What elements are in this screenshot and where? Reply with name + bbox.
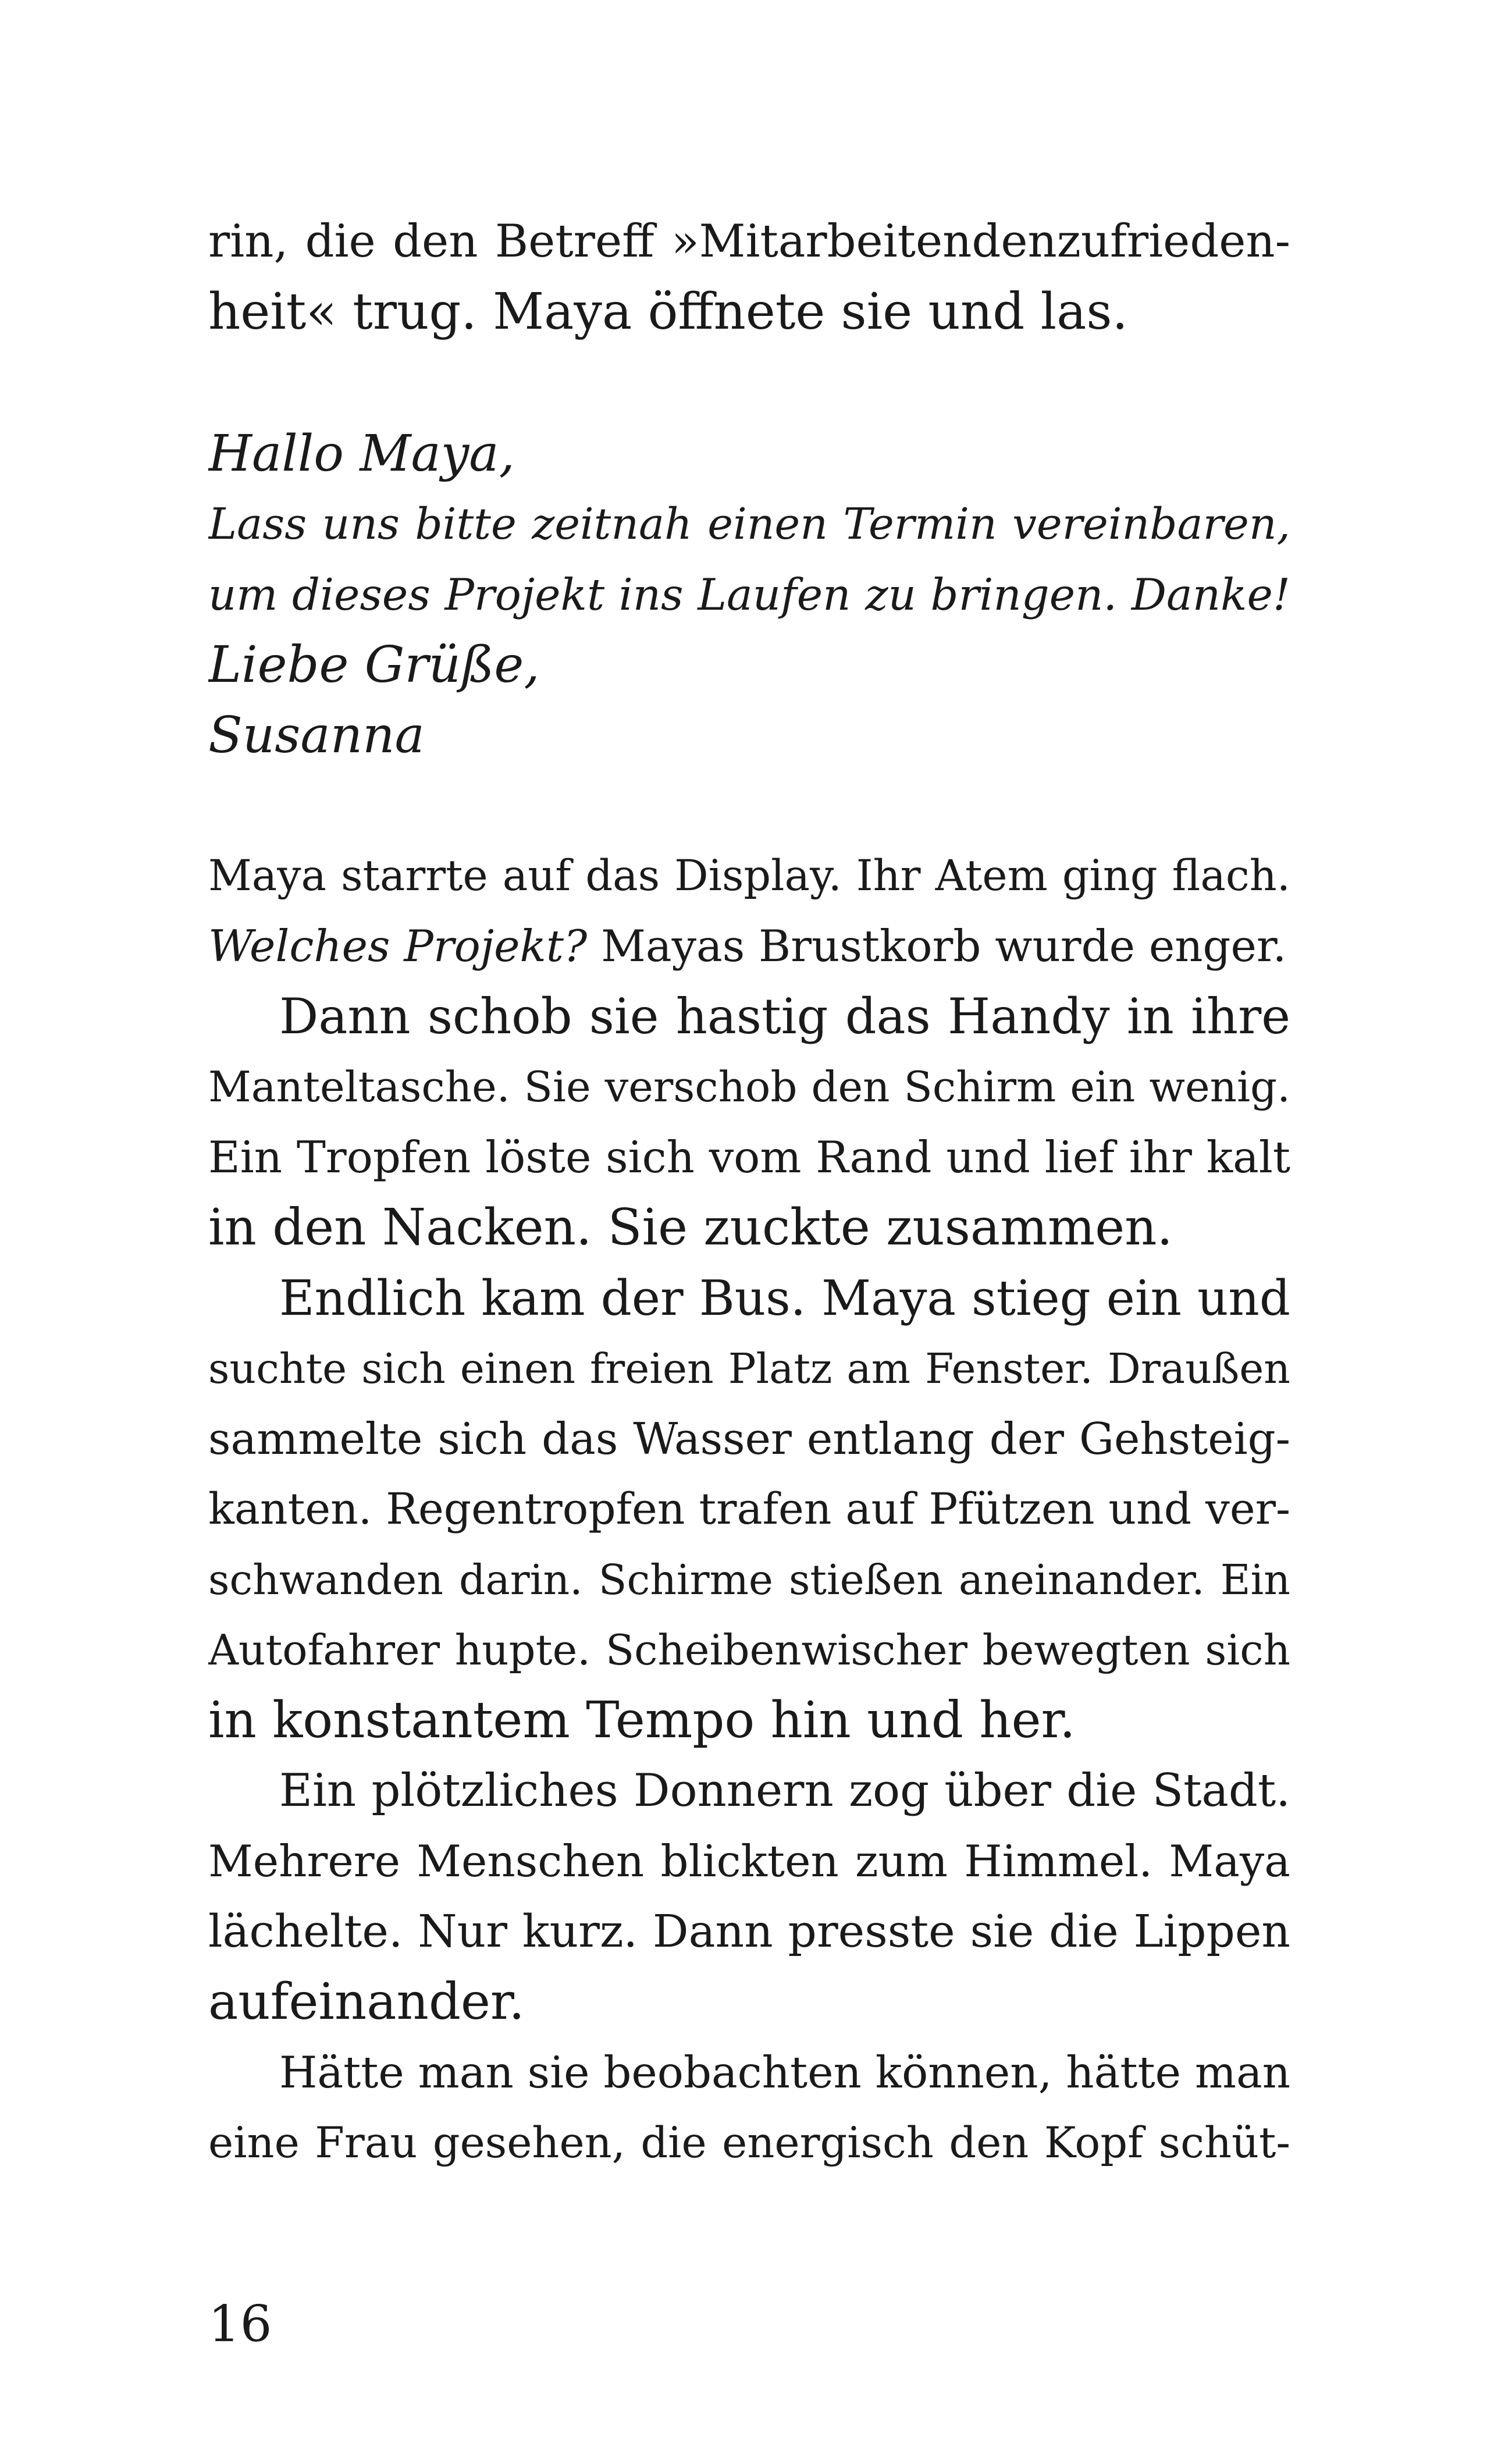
italic-thought: Welches Projekt? (208, 920, 588, 972)
text-line: Ein Tropfen löste sich vom Rand und lief ihr kalt (208, 1132, 1290, 1183)
text-line: in konstantem Tempo hin und her. (208, 1691, 1076, 1749)
page-number: 16 (208, 2295, 272, 2353)
email-quote (208, 419, 1290, 771)
email-signature: Susanna (208, 706, 425, 764)
text-line: Maya starrte auf das Display. Ihr Atem ging flach. (208, 851, 1290, 901)
email-greeting: Hallo Maya, (208, 425, 515, 483)
text-line: suchte sich einen freien Platz am Fenster. Draußen (208, 1345, 1290, 1393)
text-line: Mehrere Menschen blickten zum Himmel. Maya (208, 1836, 1290, 1887)
text-line: rin, die den Betreff »Mitarbeitendenzufrieden- (208, 215, 1290, 268)
text-line: aufeinander. (208, 1973, 525, 2031)
text-line: lächelte. Nur kurz. Dann presste sie die Lippen (208, 1906, 1290, 1958)
body-text (208, 841, 1290, 2178)
email-line: Lass uns bitte zeitnah einen Termin vereinbaren, (208, 499, 1290, 549)
text-line (208, 911, 1290, 981)
text-line: kanten. Regentropfen trafen auf Pfützen und ver- (208, 1484, 1290, 1534)
intro-paragraph (208, 207, 1290, 347)
text-span: Mayas Brustkorb wurde enger. (587, 920, 1287, 972)
text-line: Hätte man sie beobachten können, hätte man (279, 2047, 1290, 2098)
text-line: sammelte sich das Wasser entlang der Gehsteig- (208, 1413, 1290, 1464)
text-line: Ein plötzliches Donnern zog über die Stadt. (279, 1765, 1290, 1817)
text-line: Dann schob sie hastig das Handy in ihre (279, 988, 1290, 1045)
text-line: Manteltasche. Sie verschob den Schirm ein wenig. (208, 1062, 1290, 1111)
email-closing: Liebe Grüße, (208, 636, 540, 694)
text-line: Endlich kam der Bus. Maya stieg ein und (279, 1270, 1290, 1326)
text-line: eine Frau gesehen, die energisch den Kopf schüt- (208, 2118, 1290, 2168)
text-line: schwanden darin. Schirme stießen aneinander. Ein (208, 1556, 1290, 1604)
text-line: in den Nacken. Sie zuckte zusammen. (208, 1198, 1173, 1257)
email-line: um dieses Projekt ins Laufen zu bringen. Danke! (208, 569, 1290, 620)
text-line: Autofahrer hupte. Scheibenwischer bewegten sich (208, 1626, 1290, 1674)
text-line: heit« trug. Maya öffnete sie und las. (208, 283, 1128, 341)
